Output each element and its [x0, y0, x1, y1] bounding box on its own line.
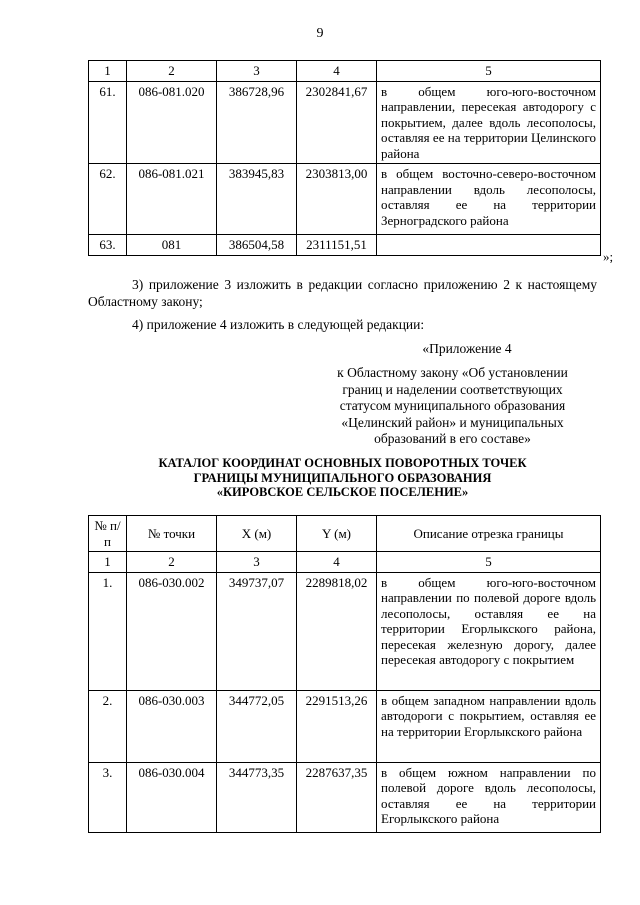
col-number: 1 — [89, 552, 127, 573]
segment-description: в общем юго-юго-восточном направлении, пересекая автодорогу с покрытием, далее вдоль лесополосы, оставляя ее на территории Целинского района — [377, 81, 601, 164]
table-row — [89, 164, 601, 235]
y-coordinate: 2287637,35 — [297, 762, 377, 832]
col-number: 5 — [377, 552, 601, 573]
appendix-caption — [310, 365, 595, 448]
y-coordinate: 2289818,02 — [297, 572, 377, 690]
catalog-title — [88, 456, 597, 500]
table-row — [89, 81, 601, 164]
header-point: № точки — [127, 516, 217, 552]
coordinates-catalog-table — [88, 515, 601, 833]
appendix-caption-line: статусом муниципального образования — [339, 398, 566, 413]
row-number: 63. — [89, 235, 127, 256]
appendix-caption-line: к Областному закону «Об установлении — [337, 365, 568, 380]
y-coordinate: 2311151,51 — [297, 235, 377, 256]
y-coordinate: 2303813,00 — [297, 164, 377, 235]
catalog-title-line: ГРАНИЦЫ МУНИЦИПАЛЬНОГО ОБРАЗОВАНИЯ — [193, 470, 492, 485]
segment-description: в общем восточно-северо-восточном направлении вдоль лесополосы, оставляя ее на территории Зерноградского района — [377, 164, 601, 235]
header-x: X (м) — [217, 516, 297, 552]
col-number: 5 — [377, 61, 601, 82]
y-coordinate: 2302841,67 — [297, 81, 377, 164]
point-id: 081 — [127, 235, 217, 256]
col-number: 2 — [127, 61, 217, 82]
point-id: 086-081.020 — [127, 81, 217, 164]
paragraph-item-3: 3) приложение 3 изложить в редакции согласно приложению 2 к настоящему Областному закону; — [88, 277, 597, 309]
appendix-caption-line: образований в его составе» — [374, 431, 531, 446]
point-id: 086-030.002 — [127, 572, 217, 690]
row-number: 2. — [89, 690, 127, 762]
catalog-title-line: «КИРОВСКОЕ СЕЛЬСКОЕ ПОСЕЛЕНИЕ» — [216, 485, 469, 499]
table-row — [89, 762, 601, 832]
col-number: 1 — [89, 61, 127, 82]
row-number: 1. — [89, 572, 127, 690]
header-description: Описание отрезка границы — [377, 516, 601, 552]
x-coordinate: 349737,07 — [217, 572, 297, 690]
x-coordinate: 344773,35 — [217, 762, 297, 832]
x-coordinate: 386728,96 — [217, 81, 297, 164]
column-numbers-row — [89, 552, 601, 573]
catalog-title-line: КАТАЛОГ КООРДИНАТ ОСНОВНЫХ ПОВОРОТНЫХ ТОЧЕК — [158, 456, 527, 470]
col-number: 3 — [217, 61, 297, 82]
col-number: 3 — [217, 552, 297, 573]
table-row — [89, 572, 601, 690]
table-row — [89, 235, 601, 256]
x-coordinate: 386504,58 — [217, 235, 297, 256]
row-number: 61. — [89, 81, 127, 164]
header-num: № п/п — [89, 516, 127, 552]
coordinates-table-continued — [88, 60, 601, 256]
column-numbers-row — [89, 61, 601, 82]
appendix-caption-line: «Целинский район» и муниципальных — [341, 414, 564, 430]
y-coordinate: 2291513,26 — [297, 690, 377, 762]
x-coordinate: 344772,05 — [217, 690, 297, 762]
row-number: 62. — [89, 164, 127, 235]
x-coordinate: 383945,83 — [217, 164, 297, 235]
table-row — [89, 690, 601, 762]
paragraph-item-4: 4) приложение 4 изложить в следующей редакции: — [132, 317, 425, 332]
header-y: Y (м) — [297, 516, 377, 552]
segment-description: в общем южном направлении по полевой дороге вдоль лесополосы, оставляя ее на территории Егорлыкского района — [377, 762, 601, 832]
appendix-caption-line: границ и наделении соответствующих — [342, 381, 563, 397]
closing-quote-mark: »; — [603, 249, 614, 264]
col-number: 4 — [297, 61, 377, 82]
appendix-title: «Приложение 4 — [422, 341, 512, 356]
header-row — [89, 516, 601, 552]
point-id: 086-030.004 — [127, 762, 217, 832]
point-id: 086-081.021 — [127, 164, 217, 235]
row-number: 3. — [89, 762, 127, 832]
segment-description: в общем западном направлении вдоль автодороги с покрытием, оставляя ее на территории Егорлыкского района — [377, 690, 601, 762]
page-number: 9 — [316, 26, 324, 41]
segment-description: в общем юго-юго-восточном направлении по полевой дороге вдоль лесополосы, оставляя ее на территории Егорлыкского района, пересекая железную дорогу, далее пересекая автодорогу с покрытием — [377, 572, 601, 690]
segment-description — [377, 235, 601, 256]
col-number: 4 — [297, 552, 377, 573]
point-id: 086-030.003 — [127, 690, 217, 762]
col-number: 2 — [127, 552, 217, 573]
